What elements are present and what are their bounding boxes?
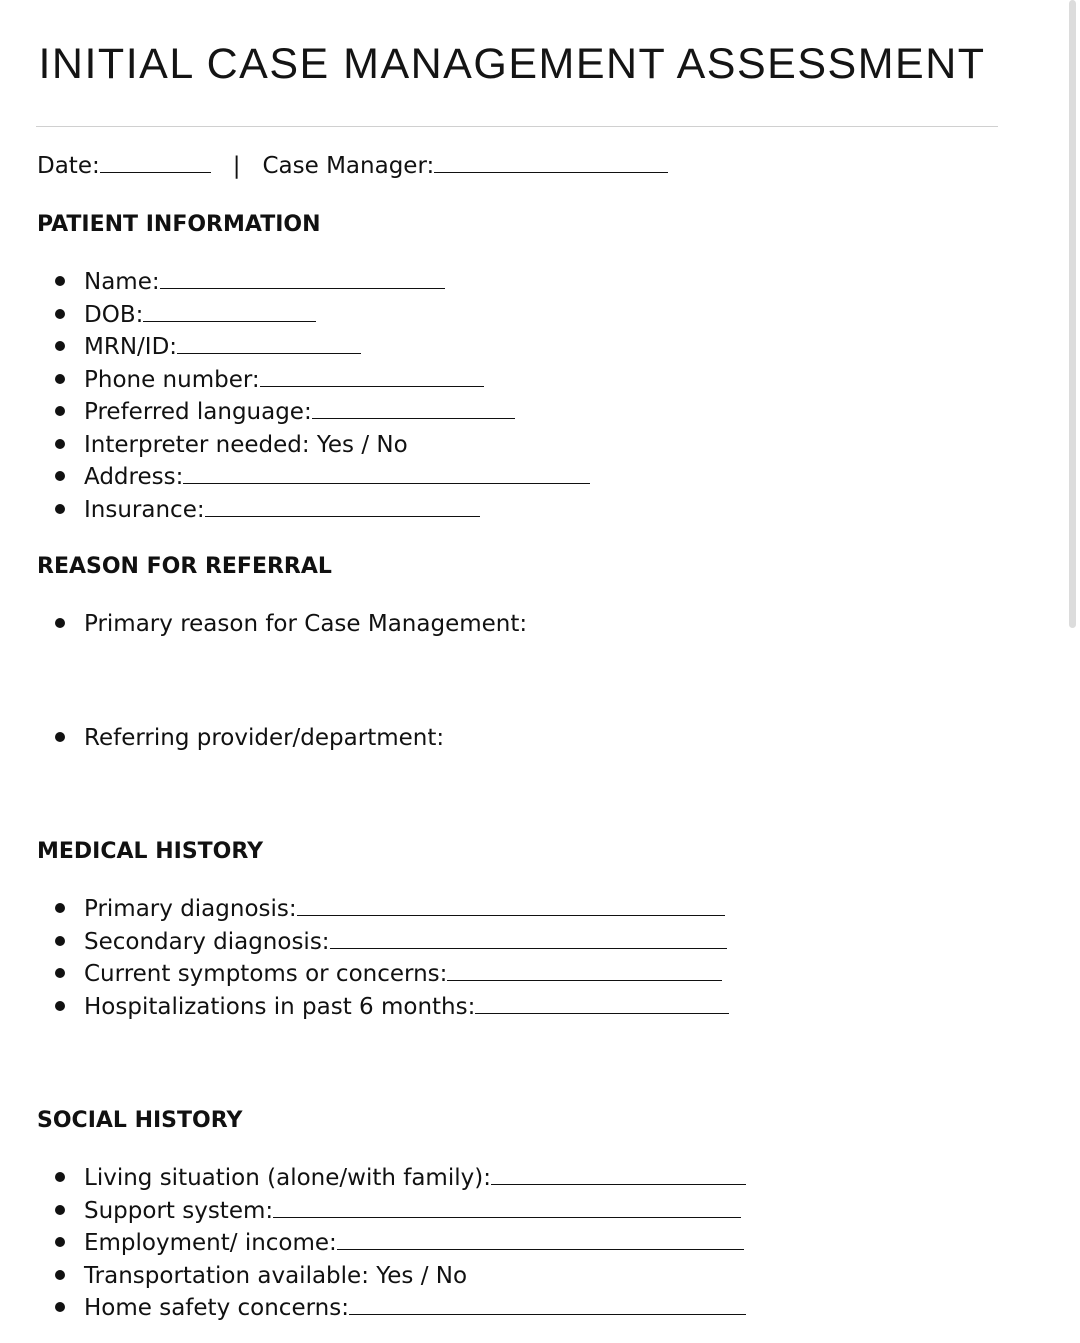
bullet-icon: [55, 1302, 65, 1312]
bullet-icon: [55, 732, 65, 742]
date-label: Date:: [37, 153, 100, 179]
field-label-language: Preferred language:: [84, 399, 312, 425]
list-item: [55, 994, 729, 1020]
list-item: [55, 367, 484, 393]
field-label-living-situation: Living situation (alone/with family):: [84, 1165, 491, 1191]
field-label-support-system: Support system:: [84, 1198, 274, 1224]
bullet-icon: [55, 1205, 65, 1215]
list-item: [55, 611, 527, 637]
field-label-primary-diagnosis: Primary diagnosis:: [84, 896, 297, 922]
list-item: [55, 1230, 744, 1256]
bullet-icon: [55, 1172, 65, 1182]
employment-blank[interactable]: [337, 1248, 744, 1250]
field-label-employment: Employment/ income:: [84, 1230, 337, 1256]
bullet-icon: [55, 406, 65, 416]
field-label-hospitalizations: Hospitalizations in past 6 months:: [84, 994, 476, 1020]
case-manager-label: Case Manager:: [262, 153, 435, 179]
list-item: [55, 1295, 746, 1321]
field-label-address: Address:: [84, 464, 184, 490]
scrollbar[interactable]: [1069, 0, 1076, 628]
list-item: [55, 269, 445, 295]
list-item: [55, 334, 361, 360]
bullet-icon: [55, 374, 65, 384]
bullet-icon: [55, 968, 65, 978]
field-label-insurance: Insurance:: [84, 497, 205, 523]
bullet-icon: [55, 341, 65, 351]
list-item: [55, 302, 316, 328]
phone-blank[interactable]: [260, 385, 484, 387]
hospitalizations-blank[interactable]: [475, 1012, 729, 1014]
separator: |: [232, 153, 241, 179]
page-title: INITIAL CASE MANAGEMENT ASSESSMENT: [38, 40, 986, 88]
list-item: [55, 1263, 467, 1289]
date-blank[interactable]: [100, 171, 211, 173]
field-label-dob: DOB:: [84, 302, 144, 328]
dob-blank[interactable]: [143, 320, 316, 322]
section-heading-social-history: SOCIAL HISTORY: [37, 1108, 243, 1133]
language-blank[interactable]: [312, 417, 515, 419]
bullet-icon: [55, 471, 65, 481]
field-label-secondary-diagnosis: Secondary diagnosis:: [84, 929, 330, 955]
bullet-icon: [55, 936, 65, 946]
list-item: [55, 432, 408, 458]
list-item: [55, 725, 444, 751]
section-heading-reason-for-referral: REASON FOR REFERRAL: [37, 554, 332, 579]
list-item: [55, 497, 480, 523]
field-label-mrn: MRN/ID:: [84, 334, 178, 360]
list-item: [55, 961, 722, 987]
bullet-icon: [55, 903, 65, 913]
field-label-current-symptoms: Current symptoms or concerns:: [84, 961, 448, 987]
bullet-icon: [55, 1270, 65, 1280]
list-item: [55, 1198, 741, 1224]
field-label-name: Name:: [84, 269, 160, 295]
support-system-blank[interactable]: [273, 1216, 741, 1218]
bullet-icon: [55, 439, 65, 449]
address-blank[interactable]: [183, 482, 590, 484]
primary-diagnosis-blank[interactable]: [297, 914, 725, 916]
bullet-icon: [55, 1001, 65, 1011]
field-label-interpreter[interactable]: Interpreter needed: Yes / No: [84, 432, 408, 458]
insurance-blank[interactable]: [205, 515, 480, 517]
bullet-icon: [55, 276, 65, 286]
title-divider: [36, 126, 998, 127]
bullet-icon: [55, 618, 65, 628]
section-heading-patient-information: PATIENT INFORMATION: [37, 212, 321, 237]
list-item: [55, 929, 727, 955]
field-label-phone: Phone number:: [84, 367, 260, 393]
bullet-icon: [55, 504, 65, 514]
living-situation-blank[interactable]: [491, 1183, 746, 1185]
field-label-home-safety: Home safety concerns:: [84, 1295, 349, 1321]
current-symptoms-blank[interactable]: [447, 979, 722, 981]
header-line: [37, 153, 668, 179]
mrn-blank[interactable]: [177, 352, 361, 354]
case-manager-blank[interactable]: [434, 171, 668, 173]
list-item: [55, 896, 725, 922]
section-heading-medical-history: MEDICAL HISTORY: [37, 839, 264, 864]
field-label-referring-provider: Referring provider/department:: [84, 725, 445, 751]
name-blank[interactable]: [160, 287, 445, 289]
list-item: [55, 1165, 746, 1191]
secondary-diagnosis-blank[interactable]: [330, 947, 727, 949]
bullet-icon: [55, 1237, 65, 1247]
list-item: [55, 399, 515, 425]
field-label-transportation[interactable]: Transportation available: Yes / No: [84, 1263, 468, 1289]
list-item: [55, 464, 590, 490]
bullet-icon: [55, 309, 65, 319]
field-label-primary-reason: Primary reason for Case Management:: [84, 611, 528, 637]
home-safety-blank[interactable]: [349, 1313, 746, 1315]
